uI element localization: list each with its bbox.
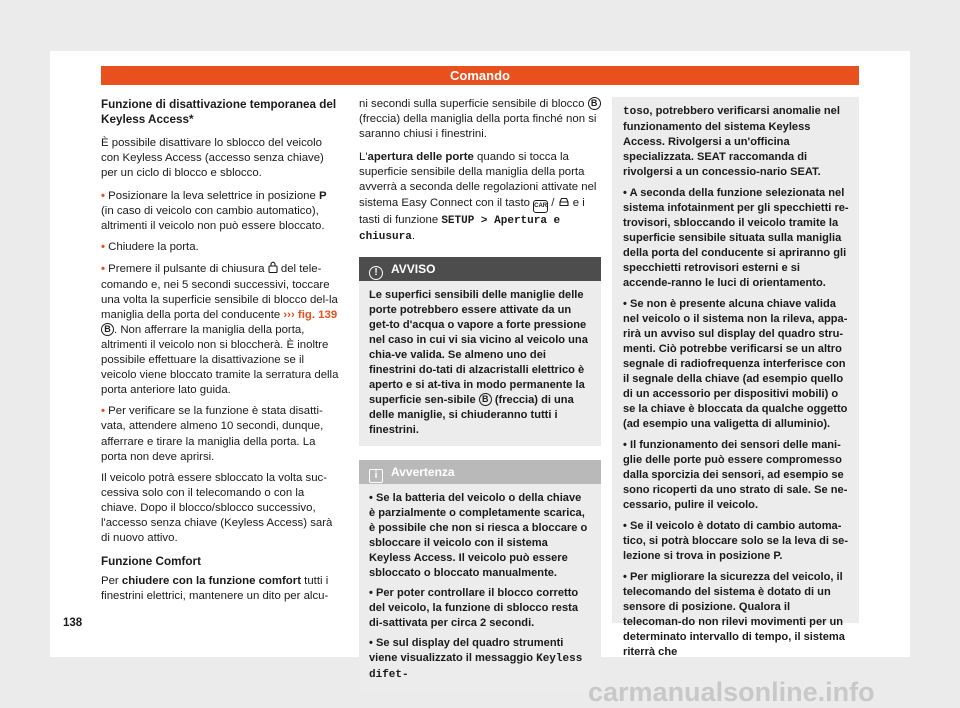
list-item: • Per migliorare la sicurezza del veicolo, il telecomando del sistema è dotato di un sensore di posizione. Qualora il telecoman-do non rilevi movimenti per un determinato intervallo di tempo, il sistema riterrà che bbox=[623, 571, 845, 658]
list-item: • Chiudere la porta. bbox=[101, 241, 199, 254]
column-left bbox=[101, 97, 341, 612]
list-item: • Se sul display del quadro strumenti viene visualizzato il messaggio Keyless difet- bbox=[369, 636, 583, 681]
bullet-icon: • bbox=[101, 263, 105, 276]
marker-b: B bbox=[479, 393, 492, 406]
list-item: • Premere il pulsante di chiusura del tele-comando e, nei 5 secondi successivi, toccare una volta la superficie sensibile di blocco del-la maniglia della porta del conducente ››› fig. 139 B . Non afferrare la maniglia della porta, altrimenti il veicolo non si bloccherà. È inoltre possibile effettuare la disattivazione se il veicolo viene bloccato tramite la serratura della porta anteriore lato guida. bbox=[101, 263, 339, 397]
bullet-icon: • bbox=[101, 190, 105, 203]
list-item: • Per verificare se la funzione è stata disatti-vata, attendere almeno 10 secondi, dunque, afferrare e tirare la maniglia della porta. La porta non deve aprirsi. bbox=[101, 405, 324, 463]
paragraph: Il veicolo potrà essere sbloccato la volta suc-cessiva solo con il telecomando o con la chiave. Dopo il blocco/sblocco successivo, l'accesso senza chiave (Keyless Access) sarà di nuovo attivo. bbox=[101, 471, 333, 545]
bullet-icon: • bbox=[101, 405, 105, 418]
bullet-icon: • bbox=[369, 491, 373, 504]
paragraph: È possibile disattivare lo sblocco del veicolo con Keyless Access (accesso senza chiave) per un ciclo di blocco e sblocco. bbox=[101, 136, 324, 179]
notice-header: ! AVVISO bbox=[359, 257, 601, 281]
list-item: • Per poter controllare il blocco corretto del veicolo, la funzione di sblocco resta di-sattivata per circa 2 secondi. bbox=[369, 586, 579, 629]
paragraph: ni secondi sulla superficie sensibile di blocco B (freccia) della maniglia della porta finché non si saranno chiusi i finestrini. bbox=[359, 97, 601, 142]
list-item: • Se il veicolo è dotato di cambio automa-tico, si potrà bloccare solo se la leva di se-lezione si trova in posizione P. bbox=[623, 520, 849, 562]
section-header: Comando bbox=[101, 66, 859, 85]
lock-icon bbox=[268, 261, 278, 273]
bullet-icon: • bbox=[623, 520, 627, 532]
marker-b: B bbox=[588, 97, 601, 110]
bullet-icon: • bbox=[369, 586, 373, 599]
notice-box bbox=[359, 257, 601, 446]
bullet-icon: • bbox=[623, 439, 627, 451]
list-item: • Il funzionamento dei sensori delle mani-glie delle porte può essere compromesso dalla sporcizia dei sensori, ad esempio se sono ricoperti da uno strato di sale. Se ne-cessario, pulire il veicolo. bbox=[623, 439, 848, 511]
column-middle bbox=[359, 97, 601, 691]
paragraph: toso, potrebbero verificarsi anomalie nel funzionamento del sistema Keyless Access. Rivolgersi a un'officina specializzata. SEAT raccomanda di rivolgersi a un concessio-nario SEAT. bbox=[623, 105, 840, 178]
bullet-icon: • bbox=[101, 241, 105, 254]
info-square-icon: i bbox=[369, 469, 383, 483]
figure-reference-link[interactable]: ››› fig. 139 bbox=[283, 308, 338, 321]
list-item: • Se la batteria del veicolo o della chiave è parzialmente o completamente scarica, è possibile che non si riesca a bloccare o sbloccare il veicolo con il sistema Keyless Access. Il veicolo può essere sbloccato o bloccato manualmente. bbox=[369, 491, 588, 579]
car-key-icon: CAR bbox=[533, 200, 548, 213]
list-item: • A seconda della funzione selezionata nel sistema infotainment per gli specchietti re-trovisori, sbloccando il veicolo tramite la superficie sensibile situata sulla maniglia della porta del conducente si apriranno gli specchietti retrovisori esterni e si accende-ranno le luci di orientamento. bbox=[623, 187, 849, 289]
heading-keyless-deactivation: Funzione di disattivazione temporanea del Keyless Access* bbox=[101, 98, 337, 127]
info-circle-icon: ! bbox=[369, 266, 383, 280]
notice-body: Le superfici sensibili delle maniglie delle porte potrebbero essere attivate da un get-to d'acqua o vapore a forte pressione nel caso in cui vi sia vicino al veicolo una chia-ve valida. Se almeno uno dei finestrini do-tati di alzacristalli elettrico è aperto e si at-tiva in modo permanente la superficie sen-sibile B (freccia) di una delle maniglie, si chiuderanno tutti i finestrini. bbox=[369, 288, 588, 436]
note-header: i Avvertenza bbox=[359, 460, 601, 484]
bullet-icon: • bbox=[369, 636, 373, 649]
note-box bbox=[359, 460, 601, 691]
bullet-icon: • bbox=[623, 571, 627, 583]
page-number: 138 bbox=[63, 617, 83, 629]
list-item: • Posizionare la leva selettrice in posizione P (in caso di veicolo con cambio automatico), altrimenti il veicolo non può essere bloccato. bbox=[101, 190, 327, 233]
paragraph: Per chiudere con la funzione comfort tutti i finestrini elettrici, mantenere un dito per alcu- bbox=[101, 574, 329, 602]
list-item: • Se non è presente alcuna chiave valida nel veicolo o il sistema non la rileva, appa-rirà un avviso sul display del quadro stru-menti. Ciò potrebbe verificarsi se un altro segnale di radiofrequenza interferisce con il segnale della chiave (ad esempio quello di un accessorio per dispositivi mobili) o se la chiave è bloccata da qualche oggetto (ad esempio una valigetta di alluminio). bbox=[623, 298, 848, 430]
bullet-icon: • bbox=[623, 298, 627, 310]
watermark: carmanualsonline.info bbox=[588, 677, 875, 707]
note-body bbox=[359, 484, 601, 691]
car-icon bbox=[558, 197, 570, 207]
heading-comfort-function: Funzione Comfort bbox=[101, 555, 201, 569]
column-right-note-continued bbox=[612, 97, 859, 658]
marker-b: B bbox=[101, 323, 114, 336]
bullet-icon: • bbox=[623, 187, 627, 199]
paragraph: L'apertura delle porte quando si tocca la superficie sensibile della maniglia della porta avverrà a seconda delle regolazioni attivate nel sistema Easy Connect con il tasto CAR / e i tasti di funzione SETUP > Apertura e chiusura. bbox=[359, 151, 597, 243]
